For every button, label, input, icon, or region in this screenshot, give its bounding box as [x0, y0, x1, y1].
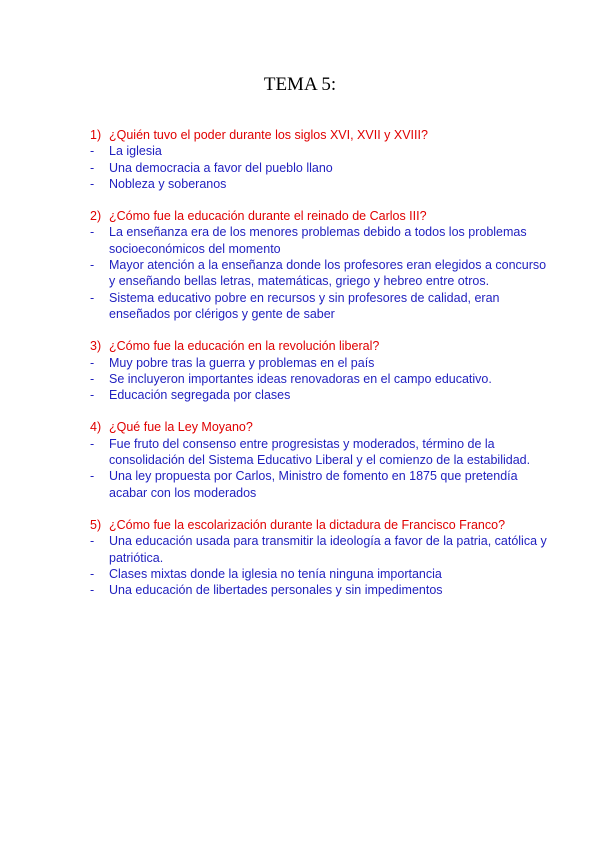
answer-item [90, 355, 550, 371]
answer-text: Fue fruto del consenso entre progresistas y moderados, término de la consolidación del Sistema Educativo Liberal y el comienzo de la estabilidad. [109, 436, 531, 468]
answer-text: Nobleza y soberanos [109, 176, 227, 191]
answer-text: Una democracia a favor del pueblo llano [109, 160, 333, 175]
question-line [90, 338, 550, 354]
question-block [90, 338, 550, 403]
bullet-dash: - [90, 290, 95, 305]
bullet-dash: - [90, 583, 95, 598]
bullet-dash: - [90, 469, 95, 484]
question-line [90, 127, 550, 143]
bullet-dash: - [90, 160, 95, 175]
bullet-dash: - [90, 355, 95, 370]
question-number: 4) [90, 420, 102, 435]
answer-text: Una ley propuesta por Carlos, Ministro de fomento en 1875 que pretendía acabar con los moderados [109, 469, 518, 500]
answer-text: Una educación de libertades personales y sin impedimentos [109, 583, 443, 598]
answer-text: Educación segregada por clases [109, 388, 291, 403]
answer-item [90, 176, 550, 192]
question-number: 3) [90, 339, 102, 354]
answer-item [90, 387, 550, 403]
bullet-dash: - [90, 388, 95, 403]
page-title: TEMA 5: [263, 74, 337, 95]
question-text: ¿Cómo fue la educación en la revolución liberal? [109, 339, 380, 354]
answer-item [90, 224, 550, 257]
question-text: ¿Cómo fue la escolarización durante la dictadura de Francisco Franco? [109, 517, 506, 532]
answer-item [90, 371, 550, 387]
answer-item [90, 143, 550, 159]
question-line [90, 208, 550, 224]
bullet-dash: - [90, 436, 95, 451]
question-text: ¿Quién tuvo el poder durante los siglos XVI, XVII y XVIII? [109, 128, 428, 142]
question-text: ¿Cómo fue la educación durante el reinado de Carlos III? [109, 209, 427, 224]
question-number: 2) [90, 209, 102, 224]
bullet-dash: - [90, 176, 95, 191]
bullet-dash: - [90, 144, 95, 159]
question-line [90, 419, 550, 435]
question-block [90, 208, 550, 322]
answer-text: Sistema educativo pobre en recursos y sin profesores de calidad, eran enseñados por clérigos y gente de saber [109, 290, 500, 321]
question-block [90, 419, 550, 500]
answer-text: Muy pobre tras la guerra y problemas en el país [109, 355, 375, 370]
answer-text: Se incluyeron importantes ideas renovadoras en el campo educativo. [109, 371, 492, 386]
question-block [90, 517, 550, 598]
bullet-dash: - [90, 258, 95, 273]
question-text: ¿Qué fue la Ley Moyano? [109, 420, 253, 435]
question-number: 1) [90, 128, 102, 142]
bullet-dash: - [90, 225, 95, 240]
answer-item [90, 582, 550, 598]
question-number: 5) [90, 517, 102, 532]
answer-item [90, 290, 550, 323]
answer-text: Clases mixtas donde la iglesia no tenía ninguna importancia [109, 566, 442, 581]
answer-item [90, 533, 550, 566]
question-block [90, 127, 550, 192]
answer-item [90, 257, 550, 290]
question-line [90, 517, 550, 533]
question-list [90, 127, 550, 614]
answer-item [90, 468, 550, 501]
answer-text: La enseñanza era de los menores problemas debido a todos los problemas socioeconómicos del momento [109, 225, 527, 256]
answer-item [90, 566, 550, 582]
bullet-dash: - [90, 566, 95, 581]
bullet-dash: - [90, 371, 95, 386]
answer-item [90, 160, 550, 176]
bullet-dash: - [90, 534, 95, 549]
answer-text: Una educación usada para transmitir la ideología a favor de la patria, católica y patriótica. [109, 534, 547, 565]
answer-text: La iglesia [109, 144, 162, 159]
answer-text: Mayor atención a la enseñanza donde los profesores eran elegidos a concurso y enseñando bellas letras, matemáticas, griego y hebreo entre otros. [109, 258, 547, 289]
answer-item [90, 436, 550, 469]
